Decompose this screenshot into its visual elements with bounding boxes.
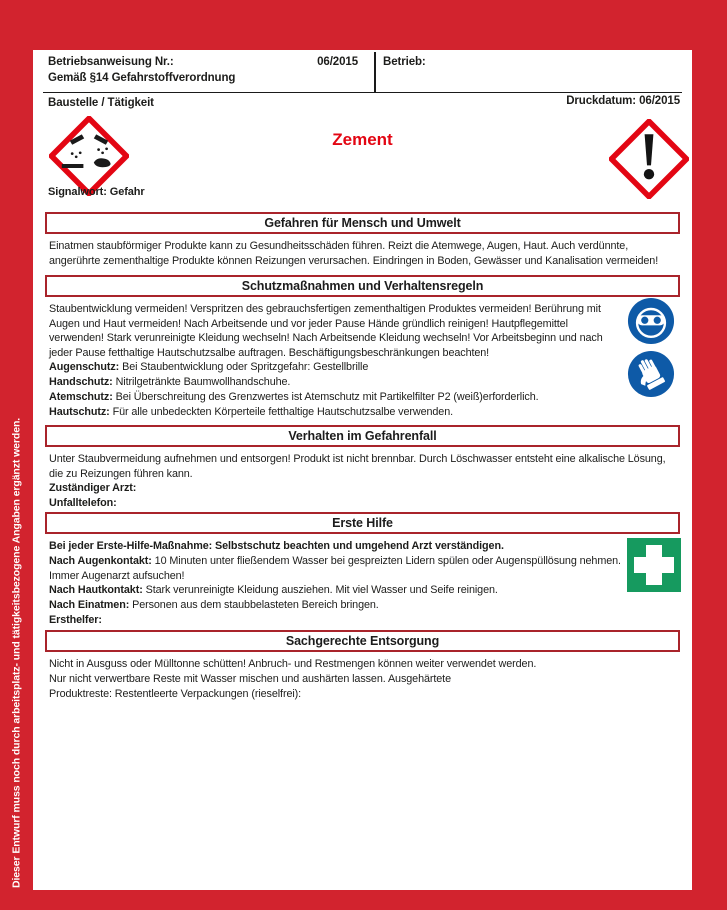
section-disposal-title: Sachgerechte Entsorgung: [285, 634, 440, 648]
header-divider: [374, 52, 376, 92]
disposal-line: Nicht in Ausguss oder Mülltonne schütten! Anbruch- und Restmengen können weiter verwendet werden.: [49, 658, 537, 670]
header: [43, 50, 682, 93]
first-aid-general: [45, 539, 624, 554]
doc-subtitle: Gemäß §14 Gefahrstoffverordnung: [48, 72, 236, 84]
protection-item-eyes: [45, 360, 680, 375]
first-aid-general-label: Bei jeder Erste-Hilfe-Maßnahme:: [49, 540, 213, 552]
section-emergency-header: [45, 425, 680, 447]
company-label: Betrieb:: [383, 56, 426, 68]
first-aid-skin-contact-label: Nach Hautkontakt:: [49, 584, 143, 597]
section-disposal: [45, 630, 680, 701]
section-hazards-title: Gefahren für Mensch und Umwelt: [264, 216, 461, 230]
section-first-aid: [45, 512, 680, 628]
product-title: Zement: [332, 130, 393, 149]
section-first-aid-header: [45, 512, 680, 534]
first-aid-general-text: Selbstschutz beachten und umgehend Arzt verständigen.: [212, 540, 504, 552]
first-aid-inhalation: [45, 598, 624, 613]
doc-number: 06/2015: [317, 56, 358, 68]
first-aid-skin-contact-text: Stark verunreinigte Kleidung ausziehen. Mit viel Wasser und Seife reinigen.: [142, 584, 498, 597]
sheet: [33, 50, 692, 890]
first-aid-cross-icon: [627, 538, 681, 592]
doctor-label: Zuständiger Arzt:: [49, 482, 137, 495]
section-disposal-header: [45, 630, 680, 652]
accident-phone-label: Unfalltelefon:: [49, 496, 117, 509]
protection-item-eyes-text: Bei Staubentwicklung oder Spritzgefahr: Gestellbrille: [119, 361, 369, 374]
doc-title: Betriebsanweisung Nr.:: [48, 56, 174, 68]
protection-item-breathing-label: Atemschutz:: [49, 390, 113, 403]
section-protection-body: Staubentwicklung vermeiden! Verspritzen des gebrauchsfertigen zementhaltigen Produktes vermeiden! Berührung mit Augen und Haut vermeiden! Nach Arbeitsende und vor jeder Pause Hände gründlich reinigen! Hautpflegemittel verwenden! Stark verunreinigte Kleidung wechseln! Nach Arbeitsende Kleidung wechseln! Vor Arbeitsbeginn und nach jeder Pause fetthaltige Hautschutzsalbe auftragen. Beschäftigungsbeschränkungen beachten!: [49, 303, 603, 359]
section-first-aid-title: Erste Hilfe: [332, 516, 393, 530]
section-hazards-header: [45, 212, 680, 234]
section-hazards-body: Einatmen staubförmiger Produkte kann zu Gesundheitsschäden führen. Reizt die Atemwege, Augen, Haut. Auch verdünnte, angerührte zementhaltige Produkte können Reizungen verursachen. Eindringen in Boden, Gewässer und Kanalisation vermeiden!: [49, 240, 659, 267]
first-aid-eye-contact: [45, 554, 624, 584]
first-aid-eye-contact-text: 10 Minuten unter fließendem Wasser bei gespreizten Lidern spülen oder Augenspüllösung nehmen. Immer Augenarzt aufsuchen!: [49, 554, 621, 582]
first-aid-inhalation-label: Nach Einatmen:: [49, 599, 130, 612]
protection-item-hands-text: Nitrilgetränkte Baumwollhandschuhe.: [112, 376, 291, 389]
first-aid-inhalation-text: Personen aus dem staubbelasteten Bereich bringen.: [129, 599, 379, 612]
section-protection-title: Schutzmaßnahmen und Verhaltensregeln: [241, 279, 484, 293]
section-emergency-title: Verhalten im Gefahrenfall: [288, 429, 437, 443]
first-aid-items: [45, 539, 680, 628]
hand-protection-icon: [627, 350, 675, 398]
protection-item-skin: [45, 405, 680, 420]
signal-word: Signalwort: Gefahr: [48, 186, 145, 198]
disposal-line: Produktreste: Restentleerte Verpackungen (rieselfrei):: [49, 687, 302, 700]
first-aid-responder: [45, 613, 624, 628]
first-aid-eye-contact-label: Nach Augenkontakt:: [49, 554, 152, 567]
eye-protection-icon: [627, 297, 675, 345]
site-label: Baustelle / Tätigkeit: [48, 97, 154, 109]
first-aid-responder-label: Ersthelfer:: [49, 613, 102, 626]
protection-item-hands: [45, 375, 680, 390]
section-emergency: [45, 425, 680, 511]
protection-item-breathing: [45, 390, 680, 405]
protection-item-breathing-text: Bei Überschreitung des Grenzwertes ist Atemschutz mit Partikelfilter P2 (weiß)erforderlich.: [112, 390, 539, 403]
protection-item-eyes-label: Augenschutz:: [49, 361, 120, 374]
ghs05-corrosion-icon: [49, 116, 129, 196]
disposal-line: Nur nicht verwertbare Reste mit Wasser mischen und aushärten lassen. Ausgehärtete: [49, 672, 451, 685]
section-protection-header: [45, 275, 680, 297]
section-hazards: [45, 212, 680, 268]
draft-note-vertical: Dieser Entwurf muss noch durch arbeitsplatz- und tätigkeitsbezogene Angaben ergänzt werden.: [10, 417, 23, 888]
section-protection: [45, 275, 680, 420]
disposal-lines: [45, 657, 680, 701]
first-aid-skin-contact: [45, 583, 624, 598]
protection-item-hands-label: Handschutz:: [49, 376, 113, 389]
section-emergency-body: Unter Staubvermeidung aufnehmen und entsorgen! Produkt ist nicht brennbar. Durch Löschwasser entsteht eine alkalische Lösung, die zu Reizungen führen kann.: [49, 453, 666, 480]
protection-item-skin-label: Hautschutz:: [49, 405, 110, 418]
ghs07-exclamation-icon: [609, 119, 689, 199]
protection-item-skin-text: Für alle unbedeckten Körperteile fetthaltige Hautschutzsalbe verwenden.: [109, 405, 453, 418]
print-date: Druckdatum: 06/2015: [566, 95, 680, 107]
